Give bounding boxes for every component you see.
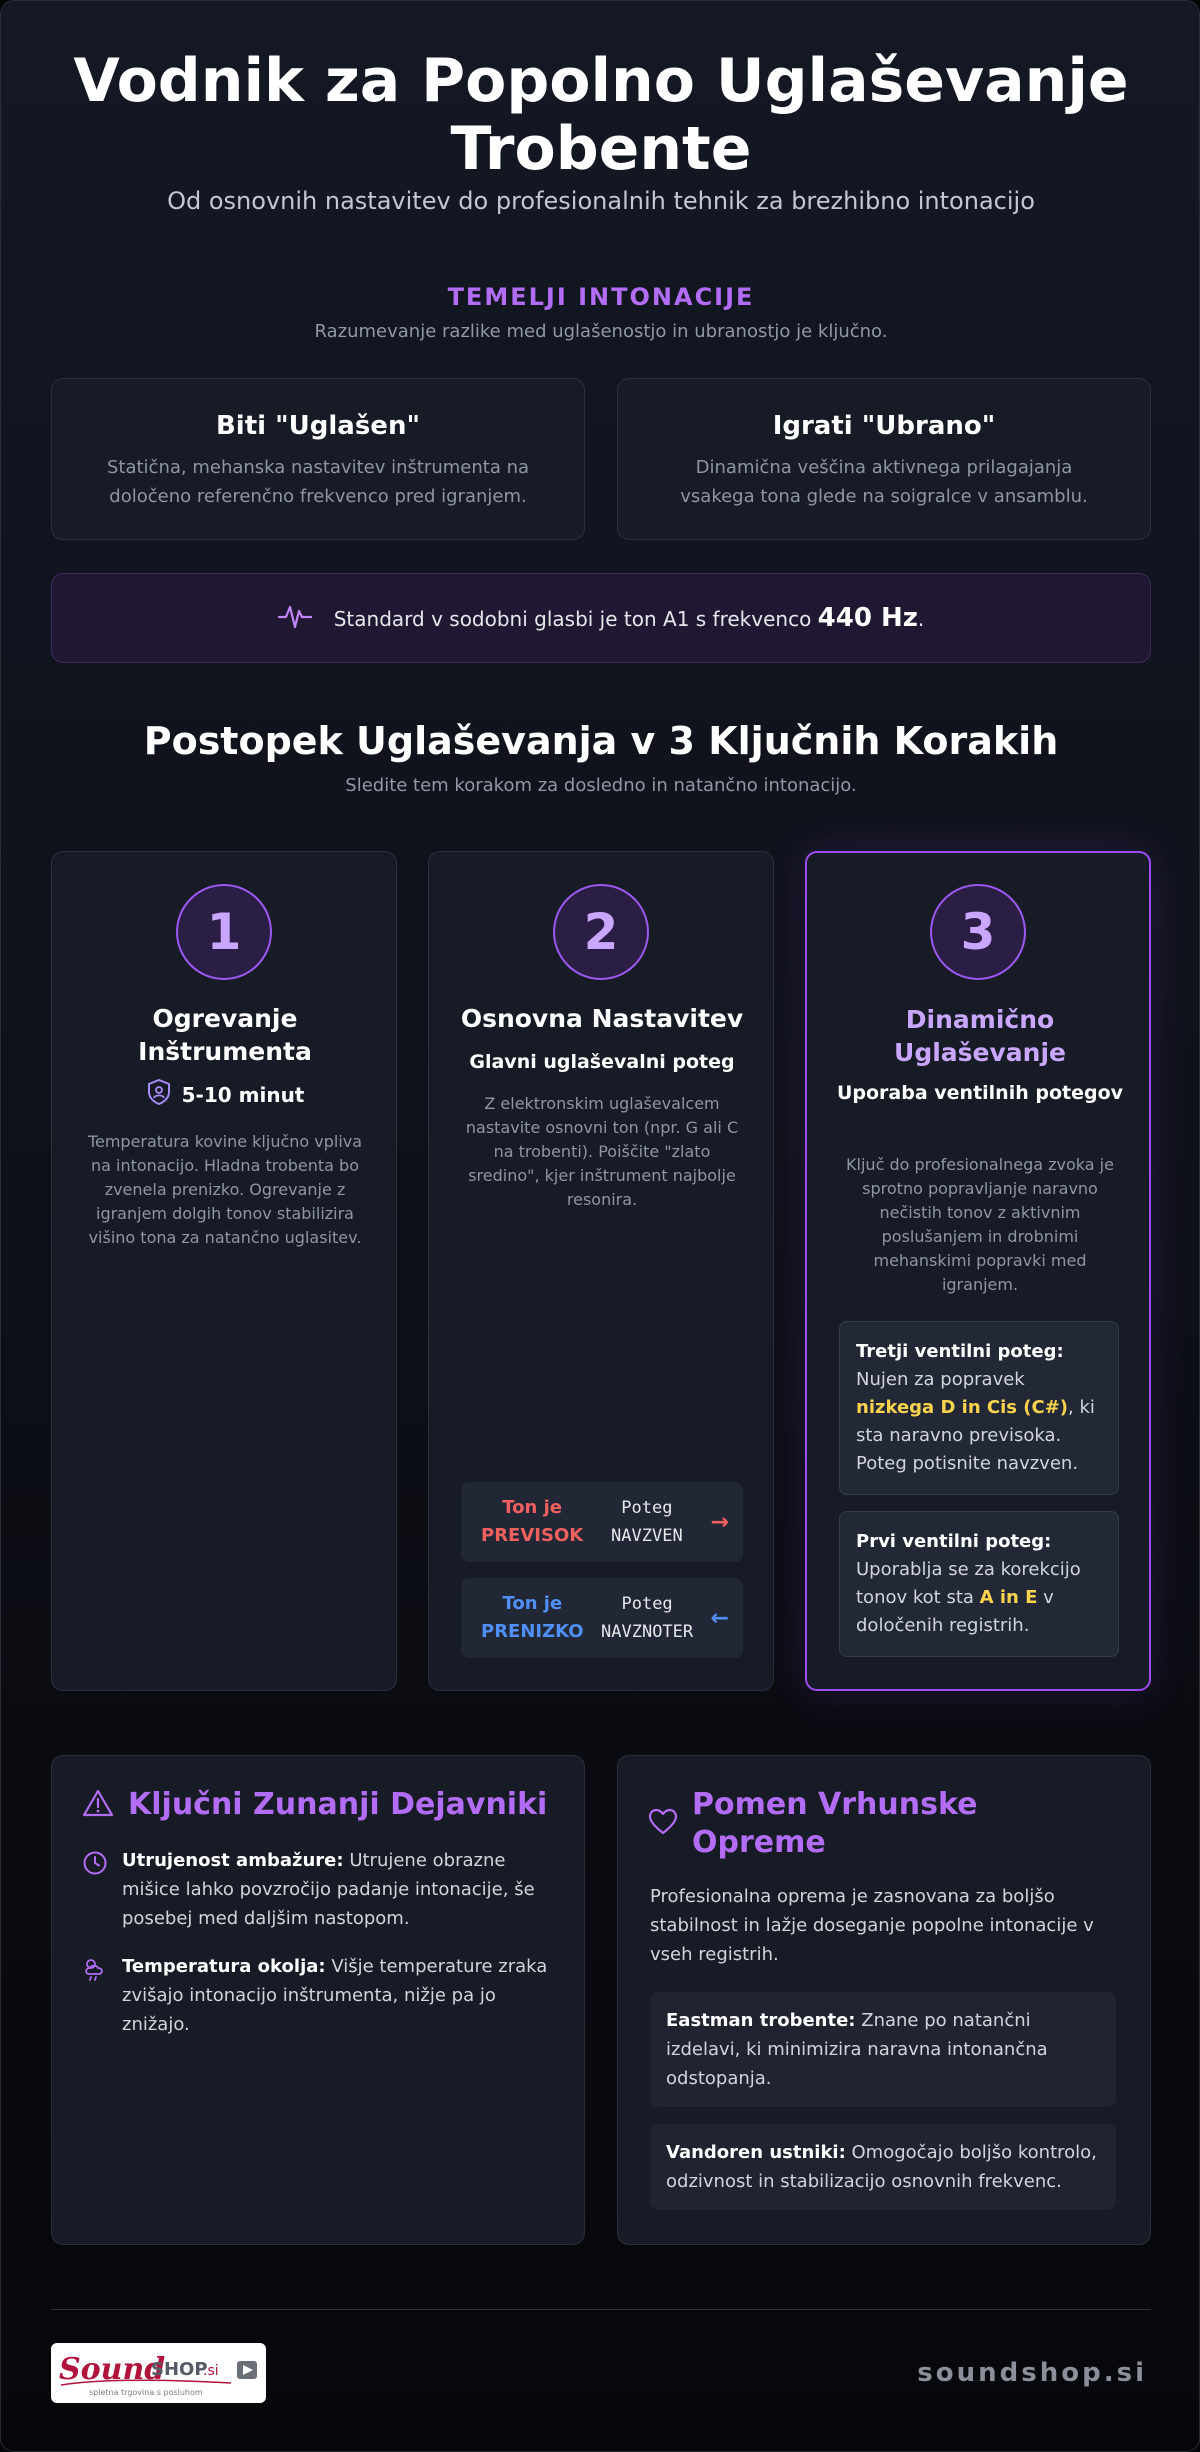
slide-action: Poteg NAVZVEN [611, 1498, 683, 1546]
step-title: Osnovna Nastavitev [460, 1004, 744, 1033]
steps-subtitle: Sledite tem korakom za dosledno in natančno intonacijo. [345, 775, 857, 796]
soundshop-logo[interactable] [51, 2343, 266, 2403]
step-text: Ključ do profesionalnega zvoka je sprotno popravljanje naravno nečistih tonov z aktivnim poslušanjem in drobnimi mehanskimi popravki med igranjem. [846, 1155, 1114, 1294]
harmonious-card [617, 378, 1151, 540]
heart-icon [648, 1808, 678, 1840]
frequency-value: 440 Hz [817, 603, 918, 633]
step-card-2 [428, 851, 774, 1691]
basics-heading: TEMELJI INTONACIJE [447, 283, 755, 311]
frequency-text: Standard v sodobni glasbi je ton A1 s frekvenco 440 Hz. [333, 603, 925, 633]
factors-header [82, 1786, 547, 1824]
step-title: Dinamično Uglaševanje [894, 1005, 1066, 1067]
warning-icon [82, 1788, 114, 1822]
step-duration: 5-10 minut [72, 1078, 378, 1111]
pitch-state: Ton je PRENIZKO [481, 1593, 584, 1642]
equipment-title: Pomen Vrhunske Opreme [692, 1787, 978, 1860]
in-tune-text: Statična, mehanska nastavitev inštrumenta na določeno referenčno frekvenco pred igranjem. [106, 457, 530, 507]
slide-action: Poteg NAVZNOTER [601, 1594, 694, 1642]
harmonious-title: Igrati "Ubrano" [772, 411, 996, 441]
step-text: Temperatura kovine ključno vpliva na intonacijo. Hladna trobenta bo zvenela prenizko. Ogrevanje z igranjem dolgih tonov stabilizira višino tona za natančno uglasitev. [87, 1132, 363, 1247]
equipment-intro: Profesionalna oprema je zasnovana za boljšo stabilnost in lažje doseganje popolne intonacije v vseh registrih. [650, 1886, 1094, 1965]
external-factors-card [51, 1755, 585, 2245]
equipment-header [648, 1786, 1012, 1862]
arrow-left-icon: ← [710, 1605, 729, 1631]
step-subtitle: Glavni uglaševalni poteg [469, 1051, 735, 1073]
step-card-3 [805, 851, 1151, 1691]
factor-item: Temperatura okolja: Višje temperature zraka zvišajo intonacijo inštrumenta, nižje pa jo znižajo. [82, 1952, 562, 2039]
in-tune-card [51, 378, 585, 540]
footer-divider [51, 2309, 1151, 2310]
equipment-item-eastman: Eastman trobente: Znane po natančni izdelavi, ki minimizira naravna intonančna odstopanja. [650, 1992, 1116, 2107]
waveform-icon [278, 599, 312, 637]
clock-icon [82, 1850, 108, 1933]
basics-subtitle: Razumevanje razlike med uglašenostjo in ubranostjo je ključno. [314, 321, 888, 342]
step-subtitle: Uporaba ventilnih potegov [836, 1082, 1124, 1104]
tip-third-valve: Tretji ventilni poteg: Nujen za popravek nizkega D in Cis (C#), ki sta naravno previsoka. Poteg potisnite navzven. [839, 1321, 1119, 1495]
svg-text:.si: .si [203, 2363, 219, 2379]
svg-text:spletna trgovina s posluhom: spletna trgovina s posluhom [89, 2388, 203, 2397]
factor-item: Utrujenost ambažure: Utrujene obrazne mišice lahko povzročijo padanje intonacije, še posebej med daljšim nastopom. [82, 1846, 562, 1933]
pitch-too-low-row [461, 1578, 743, 1658]
step-title: Ogrevanje Inštrumenta [138, 1004, 312, 1066]
factors-title: Ključni Zunanji Dejavniki [128, 1787, 548, 1822]
arrow-right-icon: → [710, 1509, 729, 1535]
pitch-too-high-row [461, 1482, 743, 1562]
page-title: Vodnik za Popolno Uglaševanje Trobente [73, 46, 1129, 184]
frequency-banner [51, 573, 1151, 663]
tip-first-valve: Prvi ventilni poteg: Uporablja se za korekcijo tonov kot sta A in E v določenih registrih. [839, 1511, 1119, 1657]
harmonious-text: Dinamična veščina aktivnega prilagajanja vsakega tona glede na soigralce v ansamblu. [680, 457, 1088, 507]
step-card-1 [51, 851, 397, 1691]
equipment-item-vandoren: Vandoren ustniki: Omogočajo boljšo kontrolo, odzivnost in stabilizacijo osnovnih frekvenc. [650, 2124, 1116, 2210]
in-tune-title: Biti "Uglašen" [215, 411, 420, 441]
svg-text:Sound: Sound [59, 2352, 166, 2387]
page-subtitle: Od osnovnih nastavitev do profesionalnih tehnik za brezhibno intonacijo [167, 187, 1035, 215]
step-number: 3 [930, 884, 1026, 980]
shield-user-icon [146, 1078, 172, 1111]
step-text: Z elektronskim uglaševalcem nastavite osnovni ton (npr. G ali C na trobenti). Poiščite "zlato sredino", kjer inštrument najbolje resonira. [465, 1094, 739, 1209]
steps-heading: Postopek Uglaševanja v 3 Ključnih Korakih [143, 719, 1059, 763]
step-number: 1 [176, 884, 272, 980]
step-number: 2 [553, 884, 649, 980]
equipment-card [617, 1755, 1151, 2245]
pitch-state: Ton je PREVISOK [481, 1497, 584, 1546]
weather-icon [82, 1956, 108, 2039]
svg-text:SHOP: SHOP [151, 2359, 208, 2380]
footer-website[interactable]: soundshop.si [917, 2358, 1147, 2388]
